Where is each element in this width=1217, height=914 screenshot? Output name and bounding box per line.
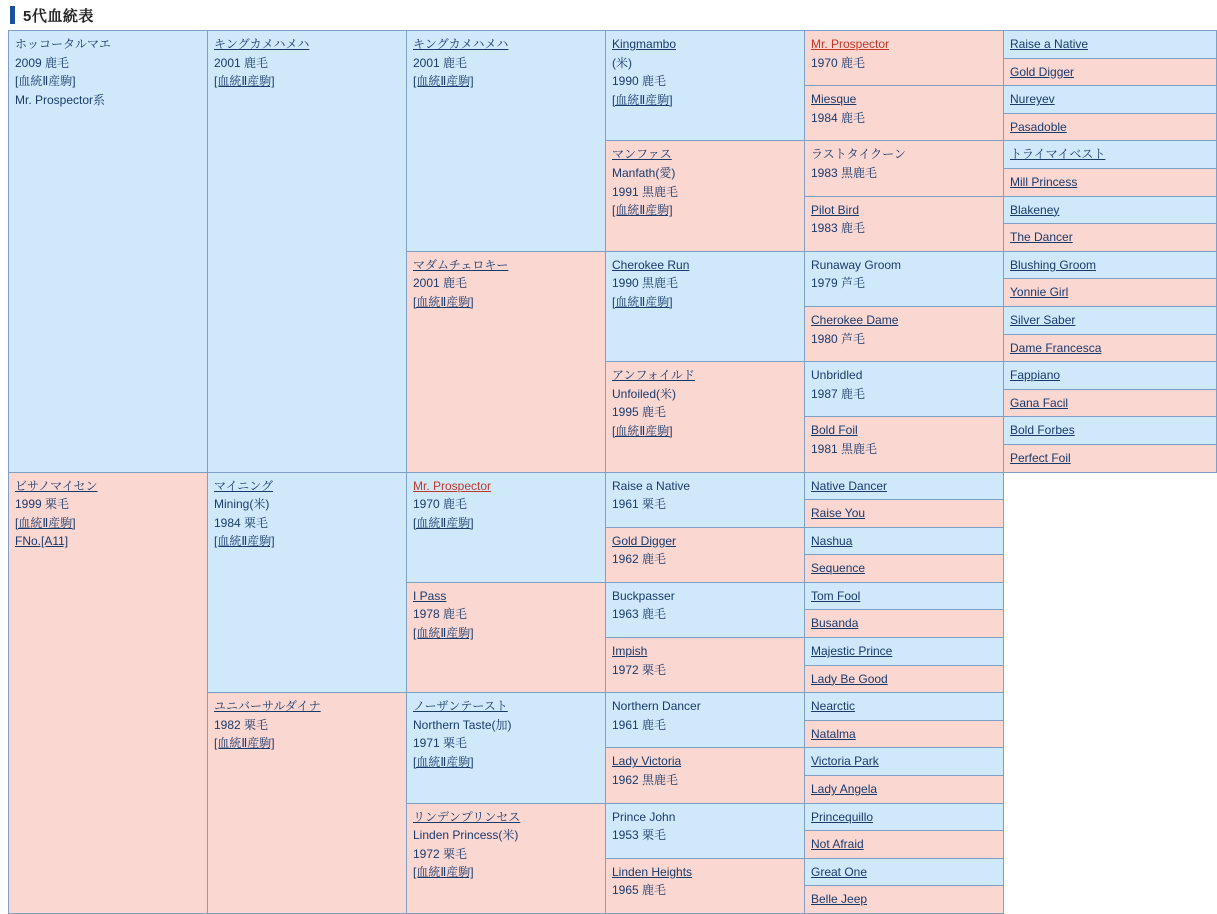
- gen4-cell-2: [805, 141, 1004, 196]
- gen4-birth-10: 1963 鹿毛: [612, 607, 667, 622]
- gen5-name-10a[interactable]: Tom Fool: [811, 588, 861, 603]
- gen5-name-0b[interactable]: Gold Digger: [1010, 64, 1075, 79]
- gen1-dam-links[interactable]: [血統Ⅱ産駒]: [15, 515, 76, 530]
- gen2-birth-1: 2001 鹿毛: [413, 276, 468, 291]
- pedigree-table-wrapper: [0, 30, 1106, 914]
- gen5-name-9a[interactable]: Nashua: [811, 533, 853, 548]
- gen5-cell-3b: [1004, 224, 1217, 252]
- gen4-birth-15: 1965 鹿毛: [612, 883, 667, 898]
- gen3-sub-2-1[interactable]: [血統Ⅱ産駒]: [612, 294, 673, 309]
- gen3-name-4[interactable]: Mr. Prospector: [413, 478, 492, 493]
- gen4-name-8[interactable]: Raise a Native: [612, 478, 691, 493]
- gen4-cell-1: [805, 86, 1004, 141]
- gen4-birth-11: 1972 栗毛: [612, 662, 667, 677]
- gen1-dam-subject-cell: [9, 472, 208, 914]
- gen1-dam-fno[interactable]: FNo.[A11]: [15, 534, 69, 549]
- gen4-cell-11: [606, 638, 805, 693]
- gen1-dam-birth: 1999 栗毛: [15, 497, 70, 512]
- gen5-cell-9b: [805, 555, 1004, 583]
- subject-horse-cell: [9, 31, 208, 473]
- gen2-name-0[interactable]: キングカメハメハ: [413, 37, 509, 51]
- gen3-cell-1: [606, 141, 805, 251]
- gen5-name-4a[interactable]: Blushing Groom: [1010, 257, 1097, 272]
- gen5-name-4b[interactable]: Yonnie Girl: [1010, 285, 1069, 300]
- gen5-cell-7b: [1004, 444, 1217, 472]
- table-row: [9, 472, 1217, 500]
- page-title: 5代血統表: [23, 7, 94, 25]
- gen5-cell-13b: [805, 776, 1004, 804]
- gen2-links-0[interactable]: [血統Ⅱ産駒]: [413, 74, 474, 89]
- gen4-birth-1: 1984 鹿毛: [811, 110, 866, 125]
- gen5-name-1b[interactable]: Pasadoble: [1010, 119, 1067, 134]
- gen5-cell-12b: [805, 720, 1004, 748]
- subject-horse-links: [血統Ⅱ産駒]: [15, 74, 76, 89]
- gen5-name-9b[interactable]: Sequence: [811, 561, 866, 576]
- gen4-name-11[interactable]: Impish: [612, 644, 648, 659]
- gen3-sub-0-1: 1990 鹿毛: [612, 74, 667, 89]
- gen5-name-3a[interactable]: Blakeney: [1010, 202, 1060, 217]
- gen5-cell-7a: [1004, 417, 1217, 445]
- gen4-name-1[interactable]: Miesque: [811, 92, 857, 107]
- gen3-name-3[interactable]: アンフォイルド: [612, 368, 695, 383]
- gen5-name-15a[interactable]: Great One: [811, 864, 868, 879]
- gen4-cell-10: [606, 582, 805, 637]
- gen4-cell-8: [606, 472, 805, 527]
- gen2-cell-3: [208, 693, 407, 914]
- gen5-cell-10b: [805, 610, 1004, 638]
- gen5-cell-14b: [805, 831, 1004, 859]
- gen3-sub-7-1: 1972 栗毛: [413, 846, 468, 861]
- gen5-cell-1a: [1004, 86, 1217, 114]
- gen4-cell-15: [606, 858, 805, 913]
- gen5-name-1a[interactable]: Nureyev: [1010, 92, 1055, 107]
- gen5-cell-15a: [805, 858, 1004, 886]
- subject-horse-line: Mr. Prospector系: [15, 92, 106, 107]
- gen5-cell-11b: [805, 665, 1004, 693]
- gen4-birth-2: 1983 黒鹿毛: [811, 165, 878, 180]
- gen2-sub-3-1[interactable]: [血統Ⅱ産駒]: [214, 736, 275, 751]
- gen3-name-6[interactable]: ノーザンテースト: [413, 699, 508, 714]
- gen2-sub-2-0: Mining(米): [214, 497, 270, 512]
- gen5-cell-6a: [1004, 362, 1217, 390]
- gen5-name-13b[interactable]: Lady Angela: [811, 782, 878, 797]
- gen3-sub-6-2[interactable]: [血統Ⅱ産駒]: [413, 755, 474, 770]
- gen3-cell-7: [407, 803, 606, 913]
- gen4-birth-5: 1980 芦毛: [811, 331, 866, 346]
- gen3-sub-3-1: 1995 鹿毛: [612, 405, 667, 420]
- gen5-name-15b[interactable]: Belle Jeep: [811, 892, 868, 907]
- gen4-birth-6: 1987 鹿毛: [811, 386, 866, 401]
- gen4-cell-0: [805, 31, 1004, 86]
- gen3-sub-0-2[interactable]: [血統Ⅱ産駒]: [612, 92, 673, 107]
- gen4-name-15[interactable]: Linden Heights: [612, 864, 693, 879]
- gen4-birth-8: 1961 栗毛: [612, 497, 667, 512]
- gen5-cell-5a: [1004, 306, 1217, 334]
- gen3-sub-5-1[interactable]: [血統Ⅱ産駒]: [413, 626, 474, 641]
- pedigree-table: [8, 30, 1217, 914]
- gen3-sub-3-2[interactable]: [血統Ⅱ産駒]: [612, 423, 673, 438]
- gen4-name-12[interactable]: Northern Dancer: [612, 699, 701, 714]
- gen4-cell-6: [805, 362, 1004, 417]
- gen3-cell-0: [606, 31, 805, 141]
- gen3-name-7[interactable]: リンデンプリンセス: [413, 809, 521, 824]
- gen3-cell-5: [407, 582, 606, 692]
- gen2-sub-3-0: 1982 栗毛: [214, 717, 269, 732]
- gen5-name-3b[interactable]: The Dancer: [1010, 230, 1073, 245]
- gen5-cell-2b: [1004, 168, 1217, 196]
- gen3-sub-0-0: (米): [612, 55, 632, 70]
- gen3-sub-6-1: 1971 栗毛: [413, 736, 468, 751]
- gen5-name-5a[interactable]: Silver Saber: [1010, 312, 1076, 327]
- gen2-cell-1: [407, 251, 606, 472]
- gen4-birth-13: 1962 黒鹿毛: [612, 773, 679, 788]
- gen1-dam-name[interactable]: ビサノマイセン: [15, 478, 98, 493]
- gen5-cell-8b: [805, 500, 1004, 528]
- gen3-sub-7-2[interactable]: [血統Ⅱ産駒]: [413, 865, 474, 880]
- gen4-birth-12: 1961 鹿毛: [612, 717, 667, 732]
- gen4-cell-12: [606, 693, 805, 748]
- gen4-name-7[interactable]: Bold Foil: [811, 423, 858, 438]
- subject-horse-name: ホッコータルマエ: [15, 37, 112, 51]
- gen5-name-5b[interactable]: Dame Francesca: [1010, 340, 1102, 355]
- gen4-cell-5: [805, 306, 1004, 361]
- gen4-birth-0: 1970 鹿毛: [811, 55, 866, 70]
- gen4-name-14[interactable]: Prince John: [612, 809, 676, 824]
- gen5-cell-3a: [1004, 196, 1217, 224]
- gen5-cell-5b: [1004, 334, 1217, 362]
- gen3-name-5[interactable]: I Pass: [413, 588, 447, 603]
- gen2-cell-0: [407, 31, 606, 252]
- gen4-birth-7: 1981 黒鹿毛: [811, 441, 878, 456]
- gen1-sire-name[interactable]: キングカメハメハ: [214, 37, 310, 51]
- gen2-name-1[interactable]: マダムチェロキー: [413, 257, 509, 272]
- gen3-sub-7-0: Linden Princess(米): [413, 828, 519, 843]
- gen5-name-8b[interactable]: Raise You: [811, 506, 866, 521]
- gen3-sub-4-0: 1970 鹿毛: [413, 497, 468, 512]
- gen4-name-10[interactable]: Buckpasser: [612, 588, 675, 603]
- gen3-name-1[interactable]: マンファス: [612, 147, 672, 162]
- page-header: [0, 0, 973, 30]
- gen5-name-11a[interactable]: Majestic Prince: [811, 644, 893, 659]
- table-row: [9, 31, 1217, 59]
- gen2-name-3[interactable]: ユニバーサルダイナ: [214, 699, 321, 714]
- gen5-name-6b[interactable]: Gana Facil: [1010, 395, 1069, 410]
- gen3-name-0[interactable]: Kingmambo: [612, 37, 677, 51]
- gen3-sub-1-1: 1991 黒鹿毛: [612, 184, 679, 199]
- gen5-name-2b[interactable]: Mill Princess: [1010, 174, 1078, 189]
- gen5-cell-6b: [1004, 389, 1217, 417]
- gen5-cell-9a: [805, 527, 1004, 555]
- gen4-cell-3: [805, 196, 1004, 251]
- gen5-cell-0b: [1004, 58, 1217, 86]
- gen4-name-13[interactable]: Lady Victoria: [612, 754, 682, 769]
- gen5-name-7b[interactable]: Perfect Foil: [1010, 450, 1071, 465]
- gen5-name-13a[interactable]: Victoria Park: [811, 754, 879, 769]
- gen1-sire-cell: [208, 31, 407, 473]
- gen4-birth-14: 1953 栗毛: [612, 828, 667, 843]
- gen5-cell-0a: [1004, 31, 1217, 59]
- gen5-name-2a[interactable]: トライマイベスト: [1010, 147, 1106, 162]
- gen5-name-12b[interactable]: Natalma: [811, 726, 856, 741]
- gen4-name-3[interactable]: Pilot Bird: [811, 202, 860, 217]
- gen3-cell-6: [407, 693, 606, 803]
- gen5-cell-10a: [805, 582, 1004, 610]
- gen4-name-0[interactable]: Mr. Prospector: [811, 37, 890, 51]
- gen5-name-14b[interactable]: Not Afraid: [811, 837, 864, 852]
- gen5-cell-1b: [1004, 113, 1217, 141]
- gen3-sub-5-0: 1978 鹿毛: [413, 607, 468, 622]
- gen5-cell-12a: [805, 693, 1004, 721]
- gen1-sire-links[interactable]: [血統Ⅱ産駒]: [214, 74, 275, 89]
- gen5-name-11b[interactable]: Lady Be Good: [811, 671, 888, 686]
- gen3-cell-2: [606, 251, 805, 361]
- gen4-birth-4: 1979 芦毛: [811, 276, 866, 291]
- gen4-cell-13: [606, 748, 805, 803]
- gen5-cell-13a: [805, 748, 1004, 776]
- gen2-cell-2: [208, 472, 407, 693]
- gen3-sub-1-0: Manfath(愛): [612, 165, 676, 180]
- gen1-sire-birth: 2001 鹿毛: [214, 55, 269, 70]
- gen5-cell-15b: [805, 886, 1004, 914]
- gen2-sub-2-1: 1984 栗毛: [214, 515, 269, 530]
- gen5-cell-4a: [1004, 251, 1217, 279]
- gen4-name-2[interactable]: ラストタイクーン: [811, 147, 906, 162]
- gen4-cell-9: [606, 527, 805, 582]
- gen2-sub-2-2[interactable]: [血統Ⅱ産駒]: [214, 534, 275, 549]
- gen2-birth-0: 2001 鹿毛: [413, 55, 468, 70]
- gen5-cell-11a: [805, 638, 1004, 666]
- gen3-cell-4: [407, 472, 606, 582]
- gen4-cell-7: [805, 417, 1004, 472]
- gen5-name-12a[interactable]: Nearctic: [811, 699, 856, 714]
- gen5-name-10b[interactable]: Busanda: [811, 616, 859, 631]
- gen4-birth-3: 1983 鹿毛: [811, 221, 866, 236]
- gen3-cell-3: [606, 362, 805, 472]
- gen3-sub-4-1[interactable]: [血統Ⅱ産駒]: [413, 515, 474, 530]
- gen5-cell-2a: [1004, 141, 1217, 169]
- gen4-name-9[interactable]: Gold Digger: [612, 533, 677, 548]
- gen5-name-0a[interactable]: Raise a Native: [1010, 37, 1089, 51]
- gen3-sub-3-0: Unfoiled(米): [612, 386, 677, 401]
- gen2-links-1[interactable]: [血統Ⅱ産駒]: [413, 294, 474, 309]
- gen5-name-8a[interactable]: Native Dancer: [811, 478, 888, 493]
- gen5-name-6a[interactable]: Fappiano: [1010, 368, 1061, 383]
- gen4-name-5[interactable]: Cherokee Dame: [811, 312, 899, 327]
- gen4-name-6[interactable]: Unbridled: [811, 368, 863, 383]
- gen4-name-4[interactable]: Runaway Groom: [811, 257, 902, 272]
- gen5-cell-8a: [805, 472, 1004, 500]
- subject-horse-birth: 2009 鹿毛: [15, 55, 70, 70]
- gen2-name-2[interactable]: マイニング: [214, 478, 274, 493]
- gen3-sub-6-0: Northern Taste(加): [413, 717, 512, 732]
- gen5-cell-14a: [805, 803, 1004, 831]
- header-accent-bar: [10, 6, 15, 24]
- gen4-cell-14: [606, 803, 805, 858]
- gen5-name-14a[interactable]: Princequillo: [811, 809, 874, 824]
- gen5-name-7a[interactable]: Bold Forbes: [1010, 423, 1075, 438]
- gen3-name-2[interactable]: Cherokee Run: [612, 257, 690, 272]
- gen3-sub-2-0: 1990 黒鹿毛: [612, 276, 679, 291]
- gen4-cell-4: [805, 251, 1004, 306]
- gen5-cell-4b: [1004, 279, 1217, 307]
- gen4-birth-9: 1962 鹿毛: [612, 552, 667, 567]
- gen3-sub-1-2[interactable]: [血統Ⅱ産駒]: [612, 203, 673, 218]
